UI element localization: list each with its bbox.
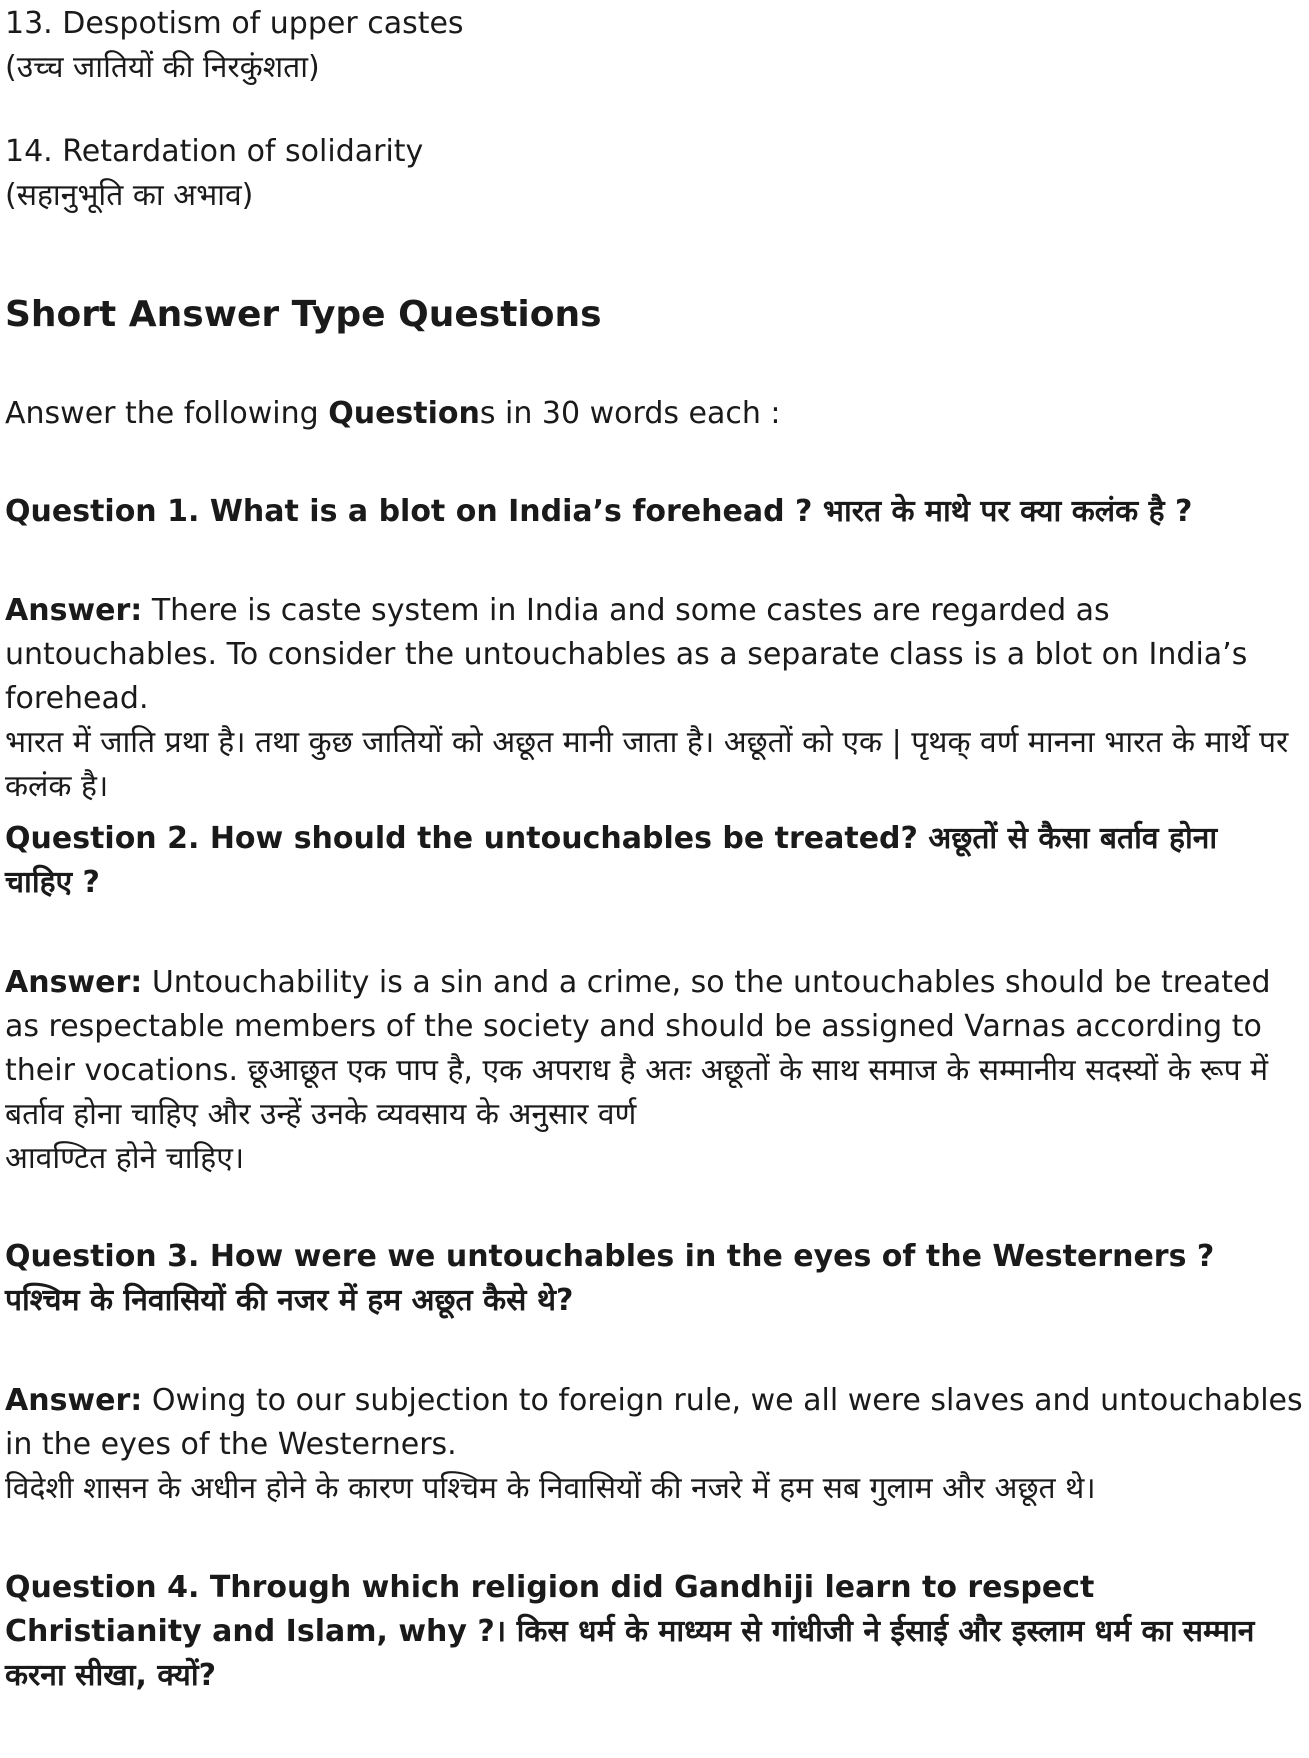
question-3 [5, 1235, 1255, 1323]
list-item-14-english: 14. Retardation of solidarity [5, 134, 424, 169]
list-item-14 [5, 130, 423, 218]
instruction-bold: Question [328, 396, 480, 431]
list-item-13-hindi: (उच्च जातियों की निरकुंशता) [5, 50, 320, 85]
list-item-13-english: 13. Despotism of upper castes [5, 6, 464, 41]
question-3-text: Question 3. How were we untouchables in the eyes of the Westerners ? पश्चिम के निवासियों की नजर में हम अछूत कैसे थे? [5, 1239, 1215, 1318]
question-1-text: Question 1. What is a blot on India’s forehead ? भारत के माथे पर क्या कलंक है ? [5, 494, 1193, 529]
question-4-text: Question 4. Through which religion did Gandhiji learn to respect Christianity and Islam, why ?। किस धर्म के माध्यम से गांधीजी ने ईसाई और इस्लाम धर्म का सम्मान करना सीखा, क्यों? [5, 1570, 1255, 1693]
answer-2-text [5, 961, 1300, 1137]
answer-1-english: There is caste system in India and some castes are regarded as untouchables. To consider the untouchables as a separate class is a blot on India’s forehead. [5, 593, 1248, 716]
answer-3-text [5, 1379, 1305, 1467]
answer-3-english: Owing to our subjection to foreign rule, we all were slaves and untouchables in the eyes of the Westerners. [5, 1383, 1303, 1462]
answer-3-hindi: विदेशी शासन के अधीन होने के कारण पश्चिम के निवासियों की नजरे में हम सब गुलाम और अछूत थे। [5, 1471, 1096, 1506]
list-item-14-hindi: (सहानुभूति का अभाव) [5, 178, 254, 213]
question-2-text: Question 2. How should the untouchables be treated? अछूतों से कैसा बर्ताव होना चाहिए ? [5, 821, 1218, 900]
section-heading: Short Answer Type Questions [5, 294, 602, 335]
question-4 [5, 1566, 1285, 1698]
section-heading-block [5, 290, 602, 340]
answer-2-english: Untouchability is a sin and a crime, so the untouchables should be treated as respectable members of the society and should be assigned Varnas according to their vocations. छूआछूत एक पाप है, एक अपराध है अतः अछूतों के साथ समाज के सम्मानीय सदस्यों के रूप में बर्ताव होना चाहिए और उन्हें उनके व्यवसाय के अनुसार वर्ण [5, 965, 1271, 1132]
answer-1-label: Answer: [5, 593, 143, 628]
question-2 [5, 817, 1225, 905]
instruction-block [5, 392, 781, 436]
answer-3 [5, 1379, 1305, 1511]
answer-3-label: Answer: [5, 1383, 143, 1418]
answer-1-hindi: भारत में जाति प्रथा है। तथा कुछ जातियों को अछूत मानी जाता है। अछूतों को एक | पृथक् वर्ण मानना भारत के मार्थे पर कलंक है। [5, 725, 1289, 804]
answer-2-hindi: आवण्टित होने चाहिए। [5, 1141, 245, 1176]
answer-2 [5, 961, 1300, 1181]
question-1 [5, 490, 1300, 534]
instruction-pre: Answer the following [5, 396, 329, 431]
list-item-13 [5, 2, 464, 90]
answer-2-label: Answer: [5, 965, 143, 1000]
answer-1 [5, 589, 1300, 809]
answer-1-text [5, 589, 1300, 721]
instruction-post: s in 30 words each : [479, 396, 781, 431]
instruction-text [5, 392, 781, 436]
